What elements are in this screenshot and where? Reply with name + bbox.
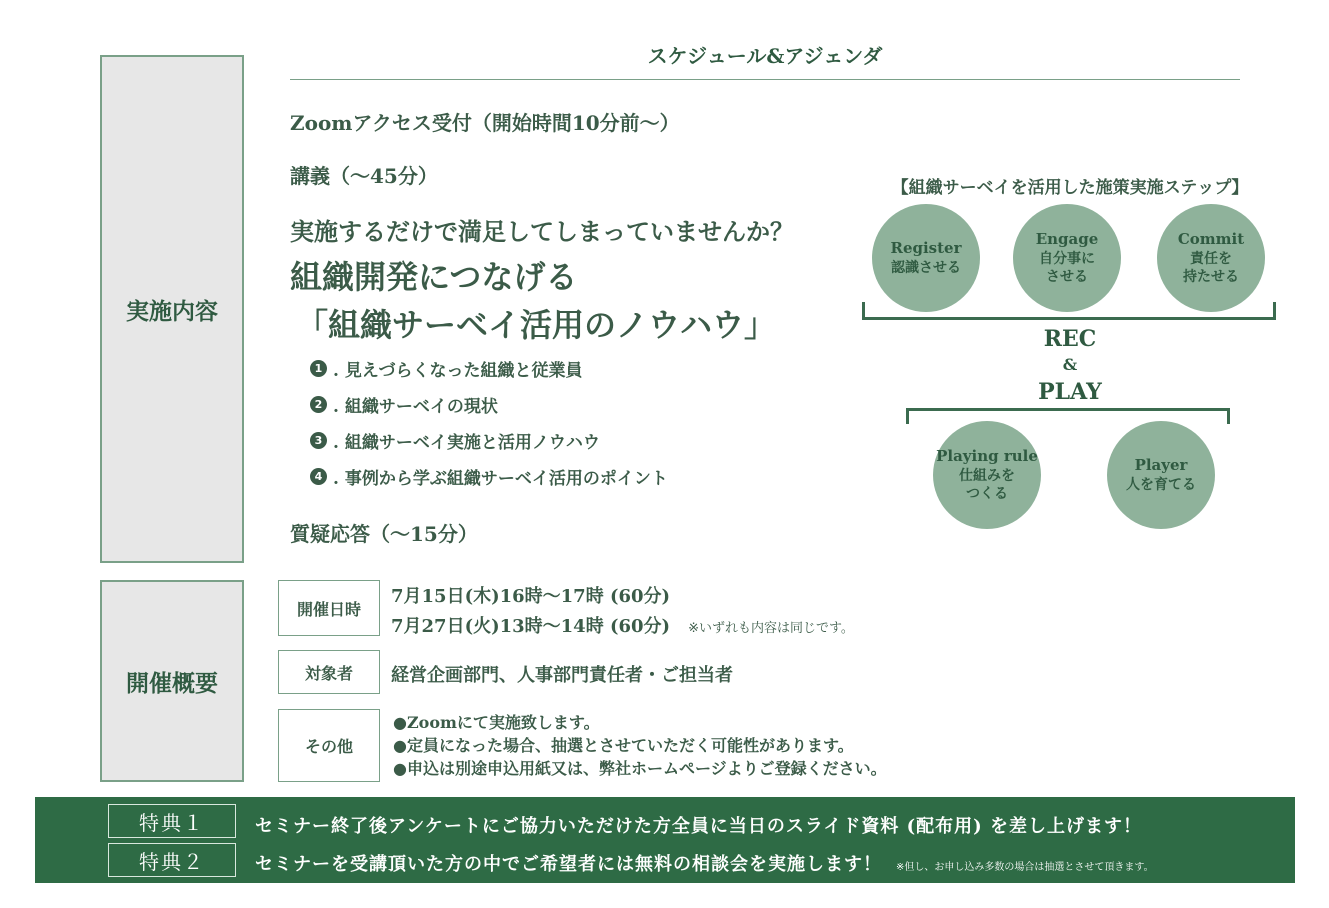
step-circle-player xyxy=(1107,421,1215,529)
reception-line: Zoomアクセス受付（開始時間10分前～） xyxy=(290,111,680,135)
number-badge-icon: 1 xyxy=(310,360,327,377)
benefit-text-1: セミナー終了後アンケートにご協力いただけた方全員に当日のスライド資料 (配布用) を差し上げます！ xyxy=(255,816,1142,837)
ampersand-label: & xyxy=(1062,355,1078,374)
number-badge-icon: 2 xyxy=(310,396,327,413)
rec-label: REC xyxy=(1043,326,1097,352)
step-en: Engage xyxy=(1035,230,1099,249)
benefit-text-2: セミナーを受講頂いた方の中でご希望者には無料の相談会を実施します！ xyxy=(255,854,882,875)
step-jp: させる xyxy=(1046,268,1088,285)
date-line-2: 7月27日(火)13時～14時 (60分) xyxy=(391,616,671,637)
other-item: ●定員になった場合、抽選とさせていただく可能性があります。 xyxy=(393,736,854,755)
agenda-item xyxy=(310,464,668,489)
qa-line: 質疑応答（～15分） xyxy=(290,522,478,546)
step-jp: 人を育てる xyxy=(1126,476,1196,493)
date-line-2-row xyxy=(391,612,854,638)
schedule-title: スケジュール&アジェンダ xyxy=(647,44,883,68)
agenda-item xyxy=(310,392,498,417)
content-section-label xyxy=(100,55,244,563)
step-jp: 認識させる xyxy=(891,259,961,276)
other-label: その他 xyxy=(278,709,380,782)
step-circle-playing-rule xyxy=(933,421,1041,529)
benefit-label-2: 特典２ xyxy=(108,843,236,877)
step-jp: つくる xyxy=(966,485,1008,502)
seminar-question: 実施するだけで満足してしまっていませんか？ xyxy=(290,217,794,246)
other-item: ●Zoomにて実施致します。 xyxy=(393,713,600,732)
date-label: 開催日時 xyxy=(278,580,380,636)
benefit-row-2 xyxy=(255,850,1154,876)
number-badge-icon: 3 xyxy=(310,432,327,449)
other-list xyxy=(393,711,887,780)
step-en: Playing rule xyxy=(936,447,1038,466)
target-label: 対象者 xyxy=(278,650,380,694)
step-en: Player xyxy=(1134,456,1188,475)
step-jp: 持たせる xyxy=(1183,268,1239,285)
overview-label-text: 開催概要 xyxy=(126,669,218,697)
agenda-item-text: . 事例から学ぶ組織サーベイ活用のポイント xyxy=(333,469,668,489)
steps-title: 【組織サーベイを活用した施策実施ステップ】 xyxy=(891,178,1249,198)
step-en: Register xyxy=(890,239,962,258)
agenda-item-text: . 組織サーベイの現状 xyxy=(333,397,498,417)
step-circle-commit xyxy=(1157,204,1265,312)
number-badge-icon: 4 xyxy=(310,468,327,485)
step-circle-engage xyxy=(1013,204,1121,312)
step-circle-register xyxy=(872,204,980,312)
benefit-label-1: 特典１ xyxy=(108,804,236,838)
play-label: PLAY xyxy=(1038,379,1102,405)
date-note: ※いずれも内容は同じです。 xyxy=(688,621,854,636)
agenda-item xyxy=(310,428,600,453)
agenda-item-text: . 組織サーベイ実施と活用ノウハウ xyxy=(333,433,600,453)
other-item: ●申込は別途申込用紙又は、弊社ホームページよりご登録ください。 xyxy=(393,759,887,778)
step-en: Commit xyxy=(1177,230,1245,249)
benefit-note-2: ※但し、お申し込み多数の場合は抽選とさせて頂きます。 xyxy=(896,862,1154,873)
target-text: 経営企画部門、人事部門責任者・ご担当者 xyxy=(391,665,733,686)
overview-section-label xyxy=(100,580,244,782)
date-line-1: 7月15日(木)16時～17時 (60分) xyxy=(391,586,671,607)
bracket-bottom xyxy=(862,302,1276,320)
seminar-title-line1: 組織開発につなげる xyxy=(290,258,578,296)
agenda-item-text: . 見えづらくなった組織と従業員 xyxy=(333,361,583,381)
content-label-text: 実施内容 xyxy=(126,297,218,325)
seminar-title-line2: 「組織サーベイ活用のノウハウ」 xyxy=(296,306,777,344)
step-jp: 責任を xyxy=(1190,250,1232,267)
step-jp: 自分事に xyxy=(1039,250,1095,267)
step-jp: 仕組みを xyxy=(959,467,1015,484)
schedule-divider xyxy=(290,79,1240,80)
lecture-line: 講義（～45分） xyxy=(290,164,438,188)
bracket-top xyxy=(906,408,1230,424)
agenda-item xyxy=(310,356,583,381)
